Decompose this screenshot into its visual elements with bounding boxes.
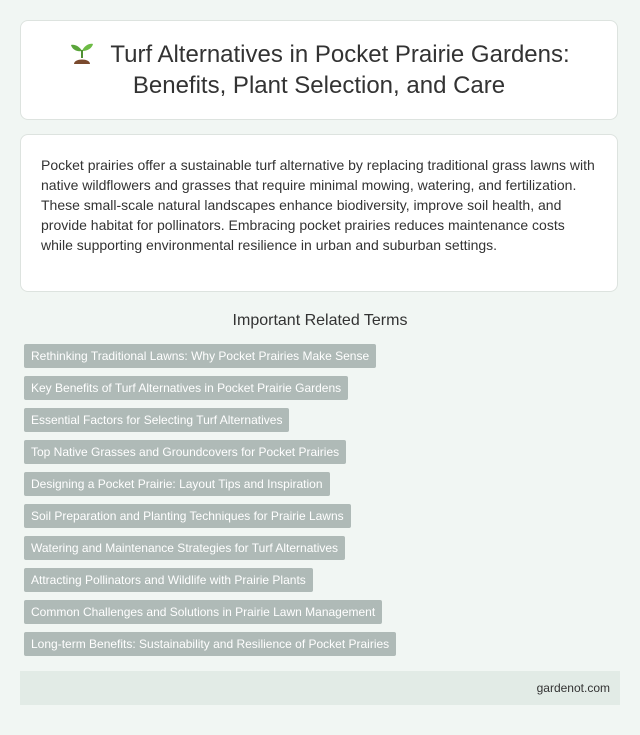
related-terms-list (24, 344, 620, 656)
page-title: Turf Alternatives in Pocket Prairie Gardens: Benefits, Plant Selection, and Care (110, 41, 570, 99)
footer (20, 671, 620, 705)
related-term-link[interactable]: Designing a Pocket Prairie: Layout Tips and Inspiration (24, 472, 330, 496)
related-term-link[interactable]: Watering and Maintenance Strategies for Turf Alternatives (24, 536, 345, 560)
related-term-link[interactable]: Top Native Grasses and Groundcovers for Pocket Prairies (24, 440, 346, 464)
sprout-icon (68, 39, 96, 65)
related-term-link[interactable]: Key Benefits of Turf Alternatives in Pocket Prairie Gardens (24, 376, 348, 400)
page-title-wrap (49, 39, 589, 101)
related-term-link[interactable]: Essential Factors for Selecting Turf Alternatives (24, 408, 289, 432)
intro-card (20, 134, 618, 292)
title-card (20, 20, 618, 120)
footer-site-name[interactable]: gardenot.com (536, 681, 610, 695)
related-terms-heading: Important Related Terms (232, 312, 408, 329)
related-term-link[interactable]: Soil Preparation and Planting Techniques for Prairie Lawns (24, 504, 351, 528)
related-term-link[interactable]: Long-term Benefits: Sustainability and Resilience of Pocket Prairies (24, 632, 396, 656)
related-term-link[interactable]: Common Challenges and Solutions in Prairie Lawn Management (24, 600, 382, 624)
related-term-link[interactable]: Rethinking Traditional Lawns: Why Pocket Prairies Make Sense (24, 344, 376, 368)
intro-paragraph: Pocket prairies offer a sustainable turf alternative by replacing traditional grass lawns with native wildflowers and grasses that require minimal mowing, watering, and fertilization. These small-scale natural landscapes enhance biodiversity, improve soil health, and provide habitat for pollinators. Embracing pocket prairies reduces maintenance costs while supporting environmental resilience in urban and suburban settings. (41, 157, 595, 253)
related-term-link[interactable]: Attracting Pollinators and Wildlife with Prairie Plants (24, 568, 313, 592)
